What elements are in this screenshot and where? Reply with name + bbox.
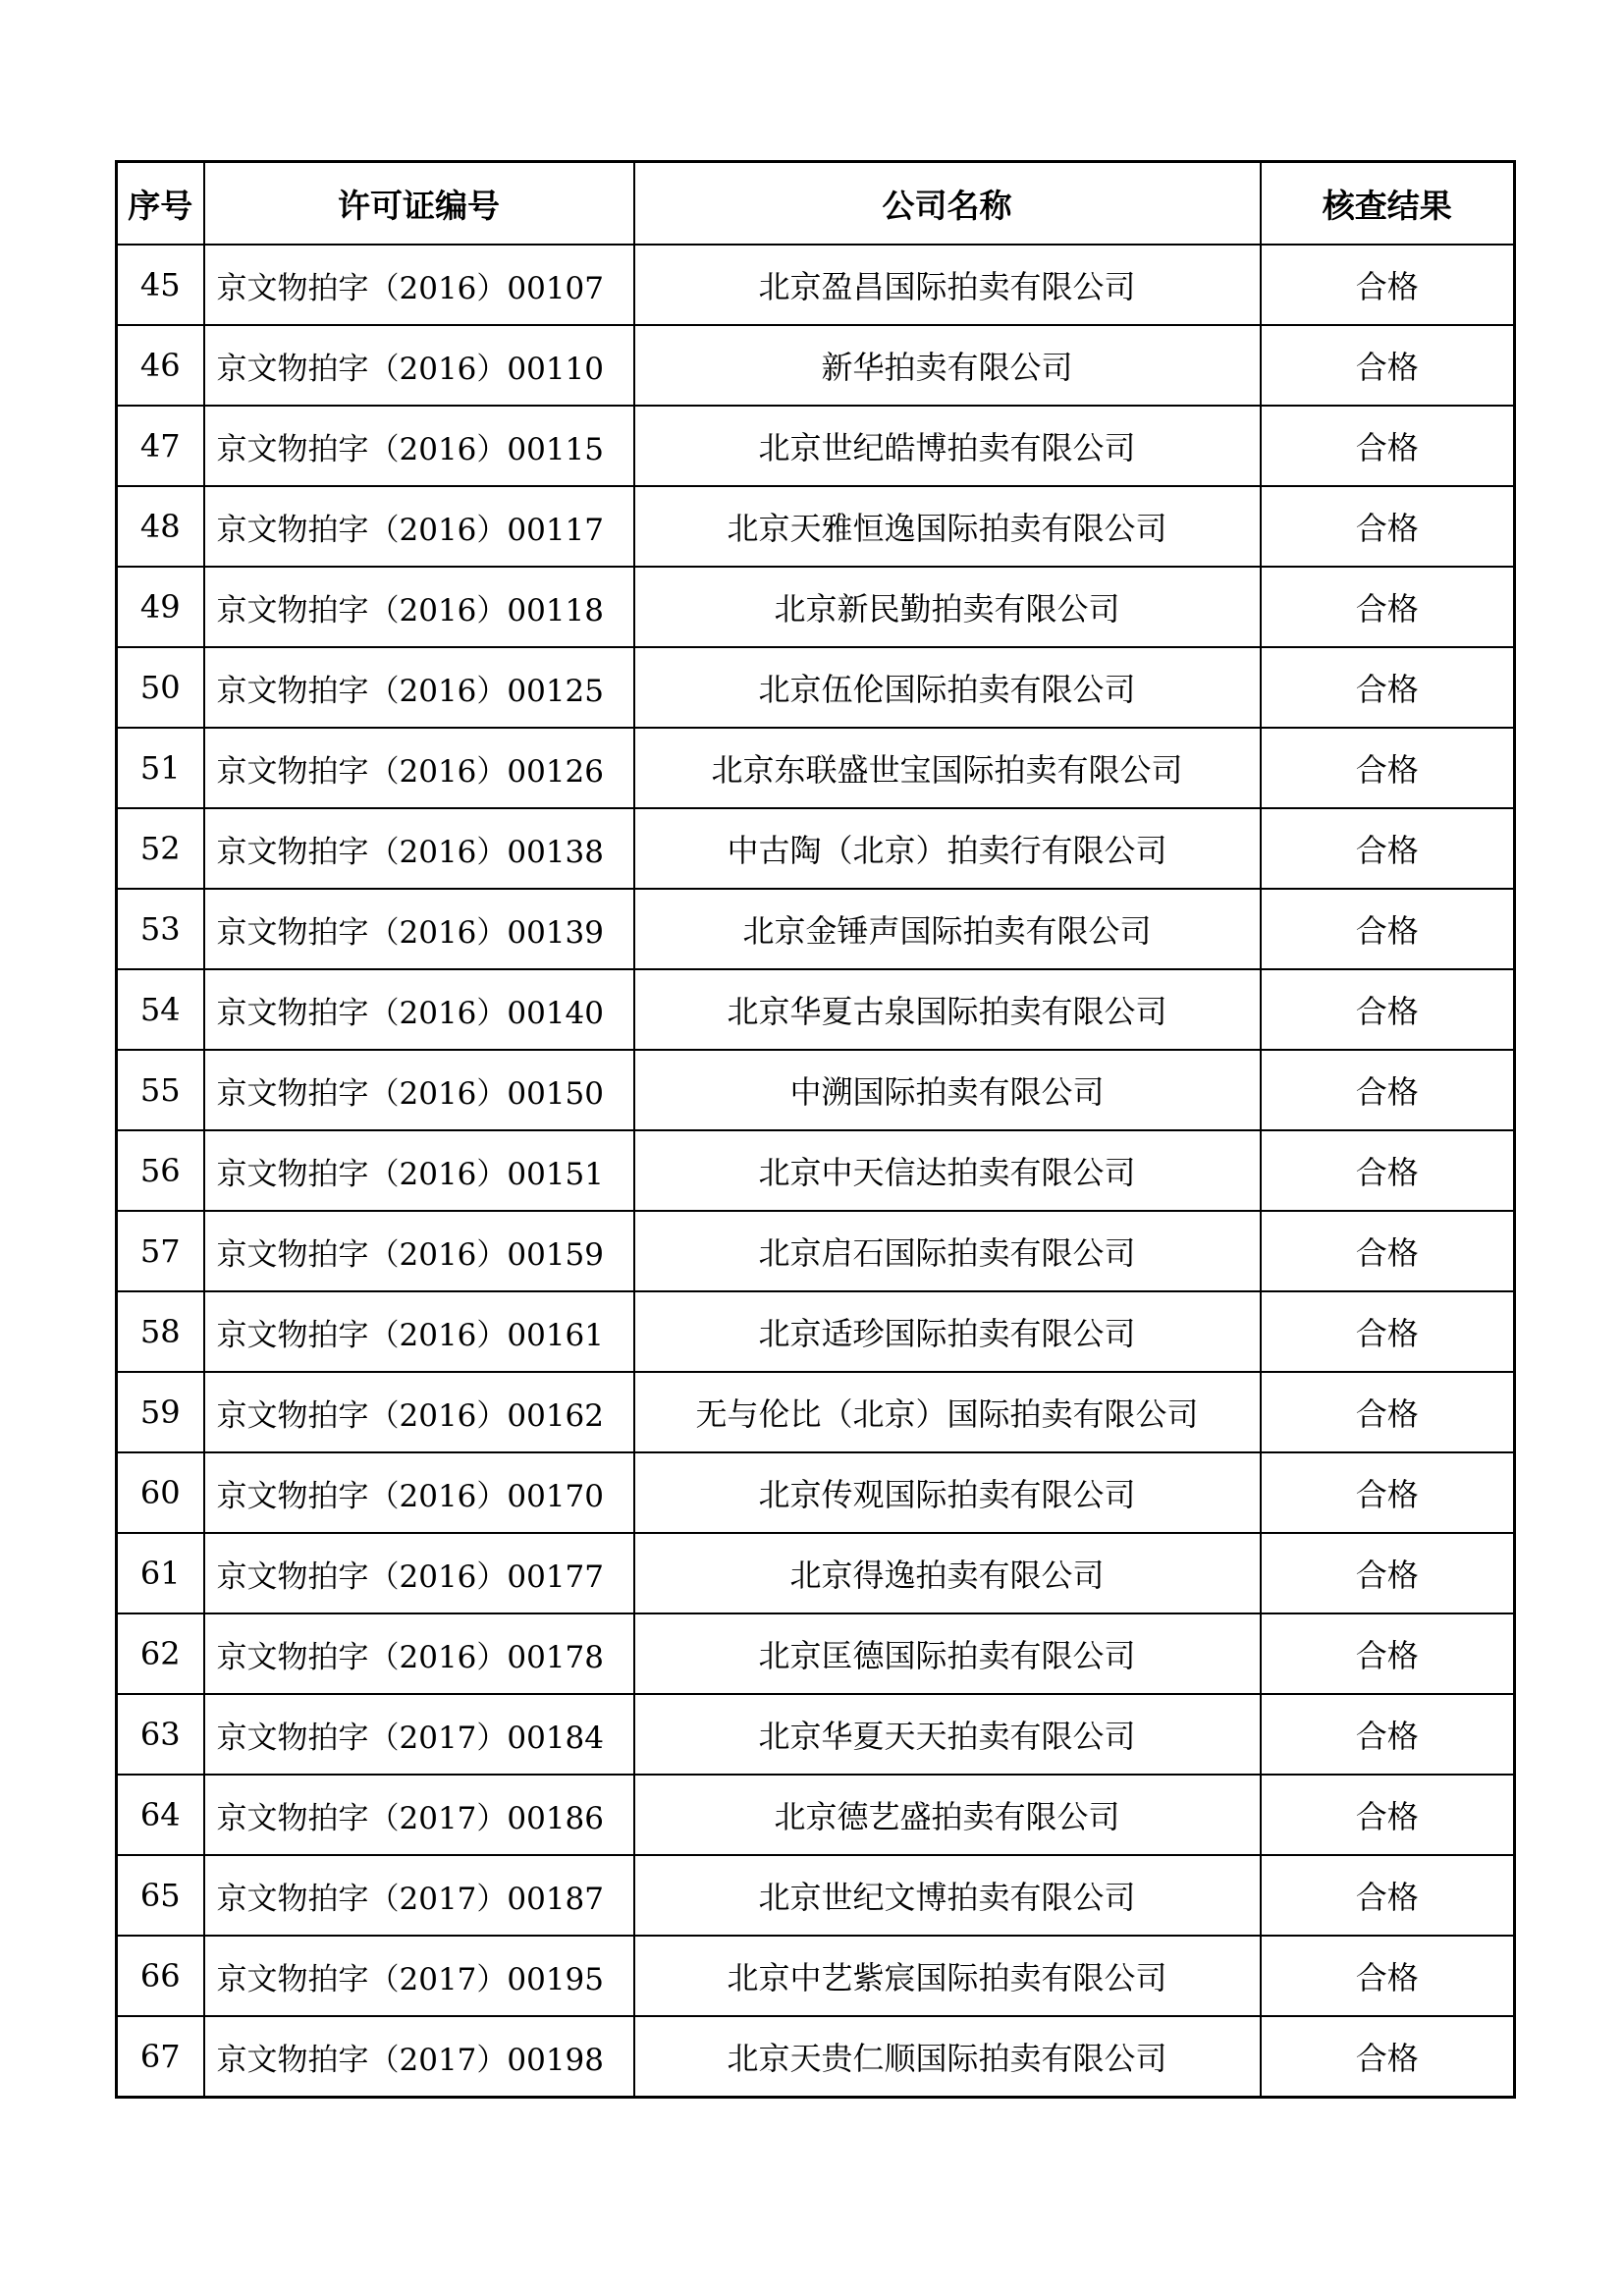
inspection-result-cell: 合格 xyxy=(1261,486,1515,567)
serial-number-cell: 67 xyxy=(117,2016,204,2098)
license-number-cell: 京文物拍字（2016）00140 xyxy=(204,969,634,1050)
inspection-result-cell: 合格 xyxy=(1261,1130,1515,1211)
license-number-cell: 京文物拍字（2017）00184 xyxy=(204,1694,634,1775)
table-row xyxy=(117,2016,1515,2098)
serial-number-cell: 58 xyxy=(117,1291,204,1372)
inspection-result-cell: 合格 xyxy=(1261,889,1515,969)
company-name-cell: 北京新民勤拍卖有限公司 xyxy=(634,567,1261,647)
license-number-cell: 京文物拍字（2016）00159 xyxy=(204,1211,634,1291)
license-number-cell: 京文物拍字（2016）00178 xyxy=(204,1613,634,1694)
inspection-result-cell: 合格 xyxy=(1261,1855,1515,1936)
inspection-result-cell: 合格 xyxy=(1261,2016,1515,2098)
header-license-number: 许可证编号 xyxy=(204,162,634,246)
inspection-result-cell: 合格 xyxy=(1261,1372,1515,1452)
inspection-result-cell: 合格 xyxy=(1261,325,1515,406)
table-row xyxy=(117,889,1515,969)
license-number-cell: 京文物拍字（2016）00118 xyxy=(204,567,634,647)
company-name-cell: 新华拍卖有限公司 xyxy=(634,325,1261,406)
table-row xyxy=(117,1130,1515,1211)
table-row xyxy=(117,567,1515,647)
serial-number-cell: 48 xyxy=(117,486,204,567)
company-name-cell: 北京华夏古泉国际拍卖有限公司 xyxy=(634,969,1261,1050)
serial-number-cell: 66 xyxy=(117,1936,204,2016)
serial-number-cell: 65 xyxy=(117,1855,204,1936)
company-name-cell: 北京东联盛世宝国际拍卖有限公司 xyxy=(634,728,1261,808)
table-row xyxy=(117,969,1515,1050)
serial-number-cell: 63 xyxy=(117,1694,204,1775)
license-number-cell: 京文物拍字（2016）00126 xyxy=(204,728,634,808)
serial-number-cell: 59 xyxy=(117,1372,204,1452)
inspection-result-cell: 合格 xyxy=(1261,969,1515,1050)
license-number-cell: 京文物拍字（2016）00151 xyxy=(204,1130,634,1211)
inspection-result-cell: 合格 xyxy=(1261,1291,1515,1372)
header-company-name: 公司名称 xyxy=(634,162,1261,246)
license-number-cell: 京文物拍字（2016）00161 xyxy=(204,1291,634,1372)
company-name-cell: 北京天贵仁顺国际拍卖有限公司 xyxy=(634,2016,1261,2098)
inspection-result-cell: 合格 xyxy=(1261,1613,1515,1694)
serial-number-cell: 61 xyxy=(117,1533,204,1613)
table-row xyxy=(117,728,1515,808)
company-name-cell: 北京得逸拍卖有限公司 xyxy=(634,1533,1261,1613)
inspection-result-cell: 合格 xyxy=(1261,1533,1515,1613)
serial-number-cell: 47 xyxy=(117,406,204,486)
company-name-cell: 北京伍伦国际拍卖有限公司 xyxy=(634,647,1261,728)
company-name-cell: 北京金锤声国际拍卖有限公司 xyxy=(634,889,1261,969)
license-number-cell: 京文物拍字（2017）00187 xyxy=(204,1855,634,1936)
inspection-result-cell: 合格 xyxy=(1261,1694,1515,1775)
header-serial-number: 序号 xyxy=(117,162,204,246)
license-number-cell: 京文物拍字（2016）00110 xyxy=(204,325,634,406)
serial-number-cell: 53 xyxy=(117,889,204,969)
company-name-cell: 北京适珍国际拍卖有限公司 xyxy=(634,1291,1261,1372)
table-row xyxy=(117,1533,1515,1613)
serial-number-cell: 56 xyxy=(117,1130,204,1211)
inspection-result-cell: 合格 xyxy=(1261,1211,1515,1291)
license-number-cell: 京文物拍字（2017）00186 xyxy=(204,1775,634,1855)
inspection-result-cell: 合格 xyxy=(1261,808,1515,889)
table-row xyxy=(117,1613,1515,1694)
company-name-cell: 北京匡德国际拍卖有限公司 xyxy=(634,1613,1261,1694)
inspection-result-cell: 合格 xyxy=(1261,1050,1515,1130)
company-name-cell: 北京天雅恒逸国际拍卖有限公司 xyxy=(634,486,1261,567)
license-number-cell: 京文物拍字（2016）00162 xyxy=(204,1372,634,1452)
serial-number-cell: 54 xyxy=(117,969,204,1050)
inspection-result-cell: 合格 xyxy=(1261,1936,1515,2016)
company-name-cell: 北京盈昌国际拍卖有限公司 xyxy=(634,245,1261,325)
license-inspection-table xyxy=(115,160,1516,2099)
table-row xyxy=(117,1694,1515,1775)
license-number-cell: 京文物拍字（2017）00195 xyxy=(204,1936,634,2016)
license-number-cell: 京文物拍字（2016）00115 xyxy=(204,406,634,486)
table-row xyxy=(117,245,1515,325)
company-name-cell: 北京启石国际拍卖有限公司 xyxy=(634,1211,1261,1291)
serial-number-cell: 52 xyxy=(117,808,204,889)
inspection-result-cell: 合格 xyxy=(1261,1452,1515,1533)
table-row xyxy=(117,1291,1515,1372)
company-name-cell: 北京世纪皓博拍卖有限公司 xyxy=(634,406,1261,486)
table-row xyxy=(117,1855,1515,1936)
license-number-cell: 京文物拍字（2016）00107 xyxy=(204,245,634,325)
table-row xyxy=(117,486,1515,567)
table-body xyxy=(117,245,1515,2098)
table-row xyxy=(117,1050,1515,1130)
serial-number-cell: 55 xyxy=(117,1050,204,1130)
company-name-cell: 北京德艺盛拍卖有限公司 xyxy=(634,1775,1261,1855)
table-row xyxy=(117,647,1515,728)
license-number-cell: 京文物拍字（2016）00177 xyxy=(204,1533,634,1613)
serial-number-cell: 51 xyxy=(117,728,204,808)
license-number-cell: 京文物拍字（2016）00139 xyxy=(204,889,634,969)
company-name-cell: 北京传观国际拍卖有限公司 xyxy=(634,1452,1261,1533)
company-name-cell: 中古陶（北京）拍卖行有限公司 xyxy=(634,808,1261,889)
license-number-cell: 京文物拍字（2016）00170 xyxy=(204,1452,634,1533)
license-number-cell: 京文物拍字（2016）00125 xyxy=(204,647,634,728)
table-row xyxy=(117,1211,1515,1291)
license-number-cell: 京文物拍字（2017）00198 xyxy=(204,2016,634,2098)
table-row xyxy=(117,1936,1515,2016)
inspection-result-cell: 合格 xyxy=(1261,567,1515,647)
table-header-row xyxy=(117,162,1515,246)
inspection-result-cell: 合格 xyxy=(1261,245,1515,325)
license-number-cell: 京文物拍字（2016）00150 xyxy=(204,1050,634,1130)
serial-number-cell: 49 xyxy=(117,567,204,647)
serial-number-cell: 57 xyxy=(117,1211,204,1291)
table-row xyxy=(117,325,1515,406)
serial-number-cell: 45 xyxy=(117,245,204,325)
table-row xyxy=(117,1372,1515,1452)
inspection-result-cell: 合格 xyxy=(1261,406,1515,486)
serial-number-cell: 60 xyxy=(117,1452,204,1533)
company-name-cell: 无与伦比（北京）国际拍卖有限公司 xyxy=(634,1372,1261,1452)
license-number-cell: 京文物拍字（2016）00138 xyxy=(204,808,634,889)
inspection-result-cell: 合格 xyxy=(1261,1775,1515,1855)
inspection-result-cell: 合格 xyxy=(1261,647,1515,728)
company-name-cell: 北京华夏天天拍卖有限公司 xyxy=(634,1694,1261,1775)
table-row xyxy=(117,1452,1515,1533)
inspection-result-cell: 合格 xyxy=(1261,728,1515,808)
header-inspection-result: 核查结果 xyxy=(1261,162,1515,246)
company-name-cell: 北京世纪文博拍卖有限公司 xyxy=(634,1855,1261,1936)
license-number-cell: 京文物拍字（2016）00117 xyxy=(204,486,634,567)
serial-number-cell: 62 xyxy=(117,1613,204,1694)
table-row xyxy=(117,1775,1515,1855)
serial-number-cell: 46 xyxy=(117,325,204,406)
table-row xyxy=(117,406,1515,486)
table-row xyxy=(117,808,1515,889)
serial-number-cell: 64 xyxy=(117,1775,204,1855)
company-name-cell: 中溯国际拍卖有限公司 xyxy=(634,1050,1261,1130)
serial-number-cell: 50 xyxy=(117,647,204,728)
company-name-cell: 北京中天信达拍卖有限公司 xyxy=(634,1130,1261,1211)
company-name-cell: 北京中艺紫宸国际拍卖有限公司 xyxy=(634,1936,1261,2016)
